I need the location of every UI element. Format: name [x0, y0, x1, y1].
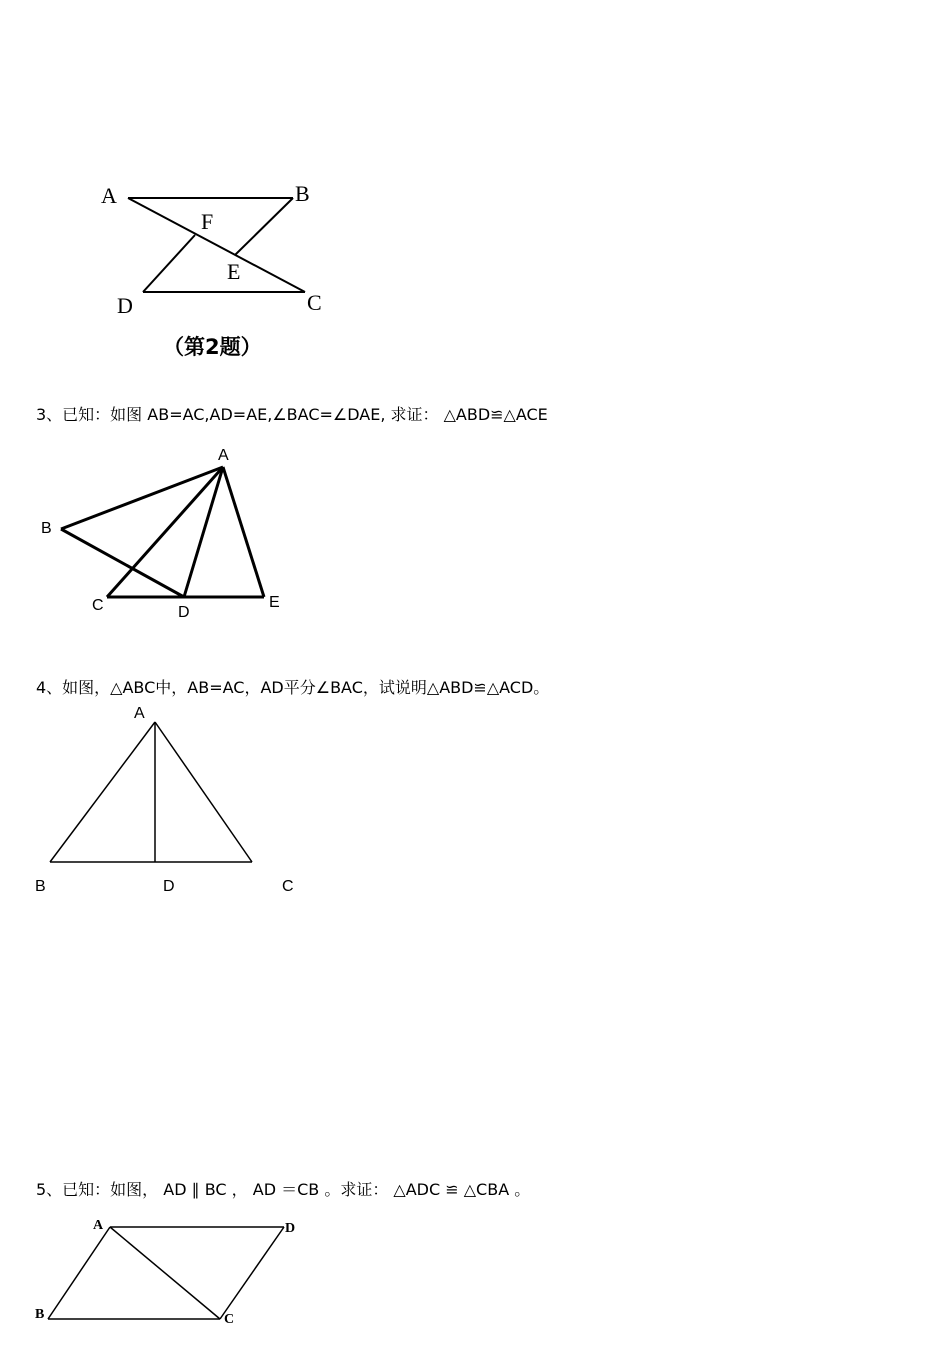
segment-ac — [107, 467, 223, 597]
segment-ab — [50, 722, 155, 862]
label-a: A — [101, 183, 117, 208]
label-e: E — [269, 594, 280, 611]
label-d: D — [178, 604, 190, 621]
label-c: C — [224, 1312, 235, 1327]
segment-ac — [110, 1227, 220, 1319]
label-a: A — [93, 1218, 104, 1233]
label-c: C — [282, 878, 294, 895]
segment-be — [235, 198, 293, 255]
segment-bd — [61, 529, 184, 597]
label-a: A — [218, 447, 229, 464]
figure-q3-diagram — [30, 440, 300, 625]
figure-q4-diagram — [30, 700, 310, 900]
label-d: D — [163, 878, 175, 895]
label-c: C — [307, 290, 322, 315]
segment-ab — [61, 467, 223, 529]
figure-q4 — [30, 700, 310, 900]
segment-ad — [184, 467, 223, 597]
segment-ab — [48, 1227, 110, 1319]
label-f: F — [201, 209, 214, 234]
label-b: B — [295, 181, 310, 206]
figure-q5 — [30, 1210, 310, 1335]
label-d: D — [285, 1221, 296, 1236]
segment-dc — [220, 1227, 284, 1319]
figure-q2-caption: （第2题） — [163, 335, 262, 359]
label-e: E — [227, 259, 241, 284]
segment-ae — [223, 467, 264, 597]
question-4-text: 4、如图，△ABC中，AB=AC，AD平分∠BAC，试说明△ABD≌△ACD。 — [36, 678, 550, 697]
label-b: B — [35, 1307, 45, 1322]
figure-q2 — [95, 175, 340, 370]
segment-ac — [155, 722, 252, 862]
figure-q5-diagram — [30, 1210, 310, 1335]
figure-q3 — [30, 440, 300, 625]
label-d: D — [117, 293, 133, 318]
label-a: A — [134, 705, 145, 722]
question-5-text: 5、已知：如图， AD ∥ BC ， AD ＝CB 。求证： △ADC ≌ △CBA 。 — [36, 1180, 531, 1199]
question-3-text: 3、已知：如图 AB=AC,AD=AE,∠BAC=∠DAE, 求证： △ABD≌△ACE — [36, 405, 548, 424]
label-c: C — [92, 597, 104, 614]
label-b: B — [41, 520, 52, 537]
label-b: B — [35, 878, 46, 895]
segment-fd — [143, 235, 195, 292]
